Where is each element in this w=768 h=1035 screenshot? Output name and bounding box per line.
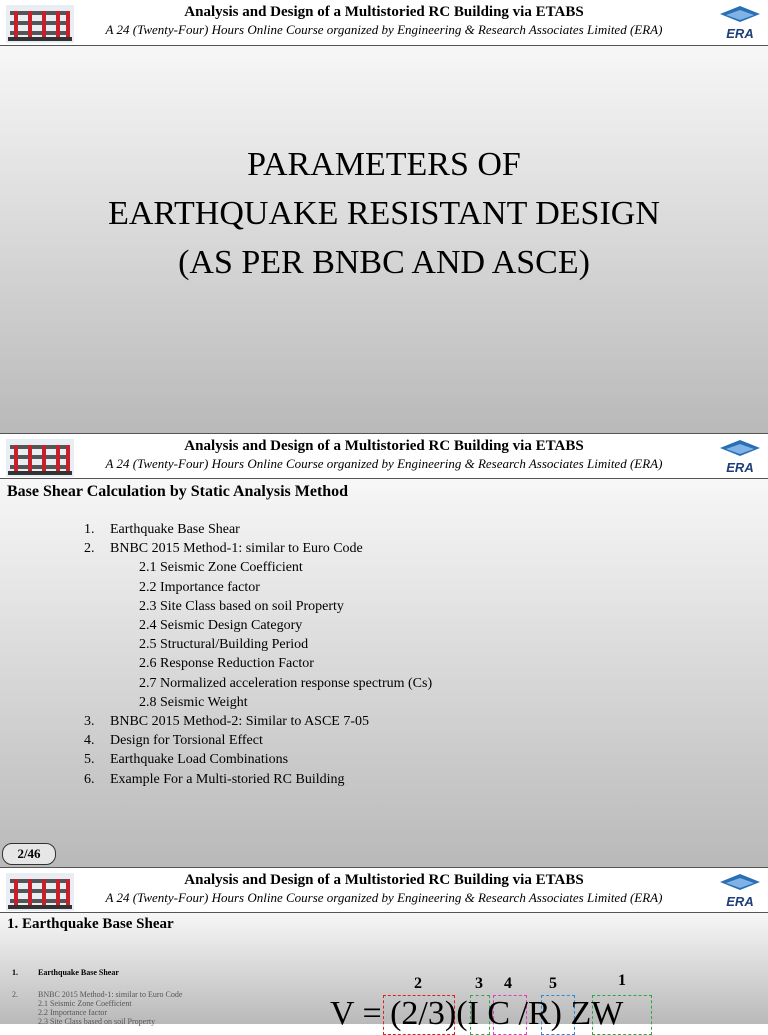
title-line-3: (AS PER BNBC AND ASCE) (178, 244, 590, 281)
course-subtitle: A 24 (Twenty-Four) Hours Online Course organized by Engineering & Research Associates Limited (ERA) (105, 22, 663, 37)
list-item: 4. Design for Torsional Effect (84, 733, 263, 749)
era-logo-text: ERA (726, 26, 754, 41)
list-subitem: 2.2 Importance factor (139, 579, 260, 595)
slide-heading: 1. Earthquake Base Shear (7, 916, 174, 932)
list-item: 2. BNBC 2015 Method-1: similar to Euro Code (84, 541, 363, 557)
title-line-2: EARTHQUAKE RESISTANT DESIGN (108, 195, 660, 232)
list-item: 1. Earthquake Base Shear (84, 522, 240, 537)
era-logo-icon (718, 438, 762, 476)
formula-label-5: 5 (549, 975, 557, 992)
era-logo-icon (718, 872, 762, 910)
list-subitem: 2.6 Response Reduction Factor (139, 656, 314, 672)
mini-list-item: 1. Earthquake Base Shear (12, 968, 119, 977)
slide-1 (0, 0, 768, 433)
building-logo-icon (6, 873, 74, 911)
course-title: Analysis and Design of a Multistoried RC Building via ETABS (184, 872, 584, 888)
mini-list-subitem: 2.2 Importance factor (38, 1008, 108, 1017)
page-indicator[interactable]: 2/46 (2, 843, 56, 865)
list-subitem: 2.5 Structural/Building Period (139, 637, 309, 653)
mini-list-subitem: 2.1 Seismic Zone Coefficient (38, 999, 132, 1008)
course-subtitle: A 24 (Twenty-Four) Hours Online Course organized by Engineering & Research Associates Limited (ERA) (105, 456, 663, 471)
list-subitem: 2.7 Normalized acceleration response spectrum (Cs) (139, 675, 433, 691)
formula-label-1: 1 (618, 972, 626, 989)
era-logo-icon (718, 4, 762, 42)
formula-label-2: 2 (414, 975, 422, 992)
slide-heading: Base Shear Calculation by Static Analysis Method (7, 483, 349, 500)
slide-header (0, 433, 768, 479)
course-title: Analysis and Design of a Multistoried RC Building via ETABS (184, 4, 584, 20)
mini-list-subitem: 2.3 Site Class based on soil Property (38, 1017, 156, 1026)
building-logo-icon (6, 439, 74, 477)
formula-label-4: 4 (504, 975, 512, 992)
era-logo-text: ERA (726, 460, 754, 475)
title-line-1: PARAMETERS OF (247, 146, 521, 183)
formula-label-3: 3 (475, 975, 483, 992)
list-item: 6. Example For a Multi-storied RC Building (84, 771, 345, 787)
list-subitem: 2.4 Seismic Design Category (139, 618, 303, 634)
era-logo-text: ERA (726, 894, 754, 909)
slide-header (0, 0, 768, 46)
list-item: 3. BNBC 2015 Method-2: Similar to ASCE 7-05 (84, 714, 370, 730)
list-subitem: 2.1 Seismic Zone Coefficient (139, 560, 303, 576)
base-shear-formula: V = (2/3)(I C /R) ZW (330, 995, 624, 1032)
slide-title (0, 140, 768, 287)
course-subtitle: A 24 (Twenty-Four) Hours Online Course organized by Engineering & Research Associates Limited (ERA) (105, 890, 663, 905)
building-logo-icon (6, 5, 74, 43)
topic-list (0, 520, 768, 789)
slide-header (0, 867, 768, 913)
list-subitem: 2.3 Site Class based on soil Property (139, 598, 344, 614)
list-subitem: 2.8 Seismic Weight (139, 694, 248, 710)
mini-list-item: 2. BNBC 2015 Method-1: similar to Euro Code (12, 990, 183, 999)
course-title: Analysis and Design of a Multistoried RC Building via ETABS (184, 438, 584, 454)
list-item: 5. Earthquake Load Combinations (84, 752, 289, 768)
